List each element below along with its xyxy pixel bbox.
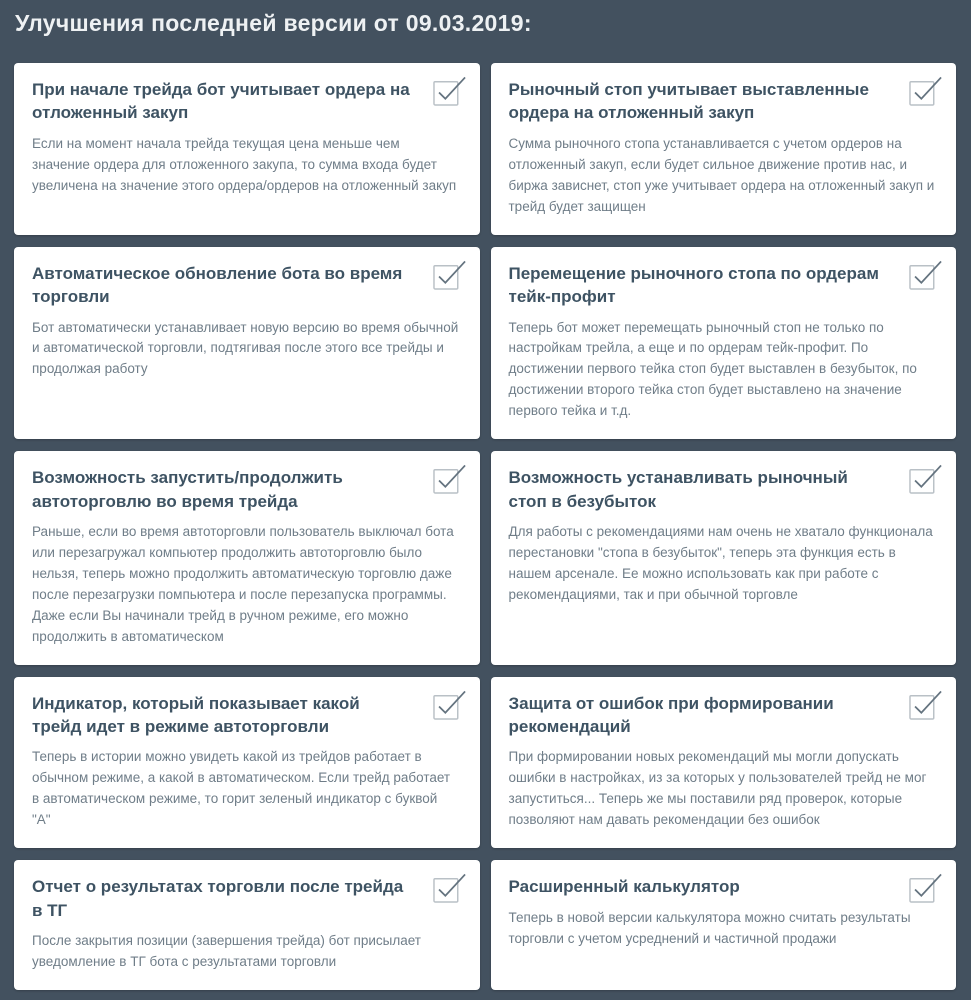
page-title: Улучшения последней версии от 09.03.2019: bbox=[15, 10, 532, 36]
checkbox-checked-icon bbox=[432, 689, 468, 720]
checkbox-checked-icon bbox=[908, 259, 944, 290]
card-title: Возможность запустить/продолжить автоторговлю во время трейда bbox=[32, 468, 343, 511]
checkbox-checked-icon bbox=[908, 75, 944, 106]
checkbox-checked-icon bbox=[432, 872, 468, 903]
checkbox-checked-icon bbox=[432, 259, 468, 290]
checkbox-checked-icon bbox=[432, 75, 468, 106]
card-title: Перемещение рыночного стопа по ордерам тейк-профит bbox=[508, 263, 879, 307]
changelog-card bbox=[14, 247, 480, 440]
changelog-card bbox=[491, 451, 957, 664]
changelog-card bbox=[14, 451, 480, 664]
changelog-card bbox=[491, 677, 957, 849]
card-description: Теперь в истории можно увидеть какой из трейдов работает в обычном режиме, а какой в автоматическом. Если трейд работает в автоматическом режиме, то горит зеленый индикатор с буквой "А" bbox=[32, 749, 451, 828]
checkbox-checked-icon bbox=[908, 872, 944, 903]
card-title: При начале трейда бот учитывает ордера на отложенный закуп bbox=[32, 80, 410, 123]
card-description: Если на момент начала трейда текущая цена меньше чем значение ордера для отложенного закупа, то сумма входа будет увеличена на значение этого ордера/ордеров на отложенный закуп bbox=[32, 135, 457, 193]
card-title: Индикатор, который показывает какой трейд идет в режиме автоторговли bbox=[32, 693, 360, 736]
changelog-card bbox=[491, 247, 957, 440]
card-title: Расширенный калькулятор bbox=[508, 877, 740, 897]
changelog-card bbox=[14, 860, 480, 990]
card-description: При формировании новых рекомендаций мы могли допускать ошибки в настройках, из за которых у пользователей трейд не мог запуститься... Теперь же мы поставили ряд проверок, которые позволяют нам давать рекомендации без ошибок bbox=[508, 749, 927, 828]
changelog-card bbox=[491, 860, 957, 990]
checkbox-checked-icon bbox=[432, 463, 468, 494]
card-description: Для работы с рекомендациями нам очень не хватало функционала перестановки "стопа в безубыток", теперь эта функция есть в нашем арсенале. Ее можно использовать как при работе с рекомендациями, так и при обычной торговле bbox=[508, 524, 933, 602]
card-description: Теперь бот может перемещать рыночный стоп не только по настройкам трейла, а еще и по ордерам тейк-профит. По достижении первого тейка стоп будет выставлен в безубыток, по достижении второго тейка стоп будет выставлено на значение первого тейка и т.д. bbox=[508, 319, 917, 419]
checkbox-checked-icon bbox=[908, 689, 944, 720]
cards-grid bbox=[14, 63, 956, 990]
card-description: Сумма рыночного стопа устанавливается с учетом ордеров на отложенный закуп, если будет сильное движение против нас, и биржа зависнет, стоп уже учитывает ордера на отложенный закуп и трейд будет защищен bbox=[508, 135, 935, 214]
card-description: После закрытия позиции (завершения трейда) бот присылает уведомление в ТГ бота с результатами торговли bbox=[32, 933, 421, 969]
card-title: Рыночный стоп учитывает выставленные ордера на отложенный закуп bbox=[508, 80, 869, 123]
checkbox-checked-icon bbox=[908, 463, 944, 494]
card-description: Раньше, если во время автоторговли пользователь выключал бота или перезагружал компьютер продолжить автоторговлю было нельзя, теперь можно продолжить автоматическую торговлю даже после перезагрузки помпьютера и после перезапуска программы. Даже если Вы начинали трейд в ручном режиме, его можно продолжить в автоматическом bbox=[32, 524, 454, 644]
card-title: Автоматическое обновление бота во время торговли bbox=[32, 263, 403, 307]
changelog-card bbox=[14, 677, 480, 849]
card-description: Теперь в новой версии калькулятора можно считать результаты торговли с учетом усреднений и частичной продажи bbox=[508, 909, 911, 946]
changelog-card bbox=[14, 63, 480, 235]
changelog-card bbox=[491, 63, 957, 235]
card-title: Защита от ошибок при формировании рекомендаций bbox=[508, 693, 834, 736]
card-title: Возможность устанавливать рыночный стоп в безубыток bbox=[508, 468, 848, 511]
card-description: Бот автоматически устанавливает новую версию во время обычной и автоматической торговли, подтягивая после этого все трейды и продолжая работу bbox=[32, 319, 459, 377]
card-title: Отчет о результатах торговли после трейда в ТГ bbox=[32, 877, 404, 920]
